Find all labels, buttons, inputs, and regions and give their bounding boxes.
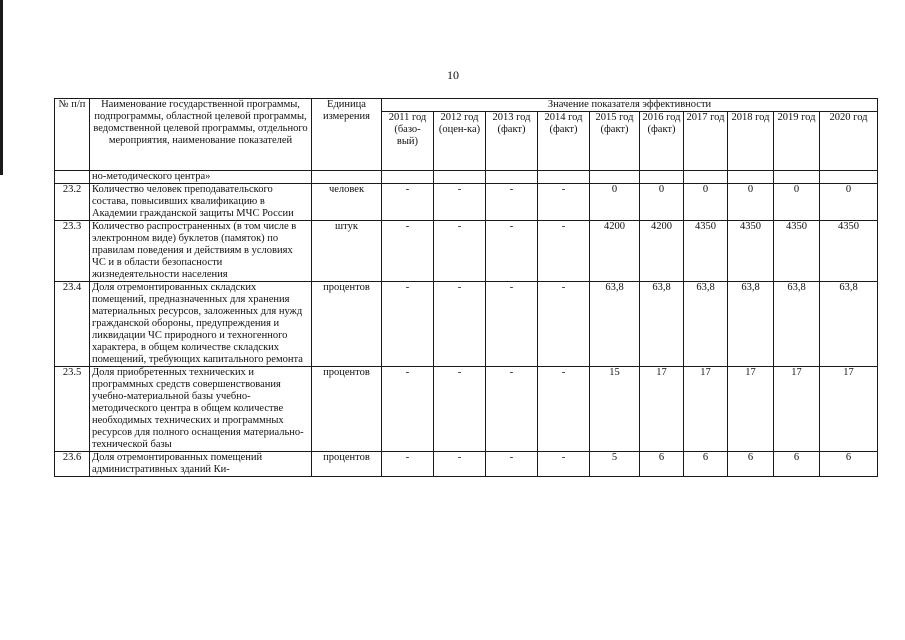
row-indicator-name: Доля приобретенных технических и программных средств совершенствования учебно-материальной базы учебно-методического центра в общем количестве необходимых технических и программных ресурсов для полного оснащения материально-технической базы xyxy=(90,367,312,452)
row-value: - xyxy=(486,282,538,367)
page-number: 10 xyxy=(447,68,459,82)
header-year: 2013 год (факт) xyxy=(486,112,538,171)
header-unit: Единица измерения xyxy=(312,99,382,171)
header-year: 2014 год (факт) xyxy=(538,112,590,171)
page-bottom-margin xyxy=(0,604,905,640)
row-value: - xyxy=(486,367,538,452)
row-indicator-name: Доля отремонтированных помещений административных зданий Ки- xyxy=(90,452,312,477)
row-unit: процентов xyxy=(312,367,382,452)
continuation-cell xyxy=(774,171,820,184)
row-number: 23.4 xyxy=(55,282,90,367)
table-row xyxy=(55,367,878,452)
row-value: - xyxy=(434,184,486,221)
header-year: 2012 год (оцен-ка) xyxy=(434,112,486,171)
row-value: 17 xyxy=(728,367,774,452)
header-year: 2020 год xyxy=(820,112,878,171)
header-values-title: Значение показателя эффективности xyxy=(382,99,878,112)
row-unit: процентов xyxy=(312,452,382,477)
row-number: 23.2 xyxy=(55,184,90,221)
header-year: 2016 год (факт) xyxy=(640,112,684,171)
row-value: - xyxy=(538,452,590,477)
row-value: 0 xyxy=(728,184,774,221)
continuation-num xyxy=(55,171,90,184)
continuation-cell xyxy=(684,171,728,184)
row-value: 17 xyxy=(774,367,820,452)
row-value: - xyxy=(434,452,486,477)
row-indicator-name: Доля отремонтированных складских помещений, предназначенных для хранения материальных ресурсов, заложенных для нужд гражданской обороны, предупреждения и ликвидации ЧС природного и техногенного характера, в общем количестве складских помещений, требующих капитального ремонта xyxy=(90,282,312,367)
row-unit: штук xyxy=(312,221,382,282)
row-value: 6 xyxy=(820,452,878,477)
row-value: 4350 xyxy=(774,221,820,282)
row-value: 17 xyxy=(820,367,878,452)
row-value: - xyxy=(434,221,486,282)
row-value: - xyxy=(538,221,590,282)
row-value: 63,8 xyxy=(684,282,728,367)
row-value: - xyxy=(486,184,538,221)
row-number: 23.5 xyxy=(55,367,90,452)
row-value: - xyxy=(538,184,590,221)
row-value: 0 xyxy=(820,184,878,221)
row-value: - xyxy=(538,367,590,452)
continuation-cell xyxy=(538,171,590,184)
table-row xyxy=(55,282,878,367)
row-value: 63,8 xyxy=(590,282,640,367)
continuation-cell xyxy=(486,171,538,184)
row-unit: человек xyxy=(312,184,382,221)
row-number: 23.6 xyxy=(55,452,90,477)
row-value: 4200 xyxy=(590,221,640,282)
header-year: 2017 год xyxy=(684,112,728,171)
table-row xyxy=(55,221,878,282)
continuation-text: но-методического центра» xyxy=(90,171,312,184)
row-value: 6 xyxy=(774,452,820,477)
row-value: - xyxy=(382,367,434,452)
row-value: 5 xyxy=(590,452,640,477)
row-value: - xyxy=(434,282,486,367)
row-indicator-name: Количество человек преподавательского состава, повысивших квалификацию в Академии гражданской защиты МЧС России xyxy=(90,184,312,221)
header-num: № п/п xyxy=(55,99,90,171)
header-year: 2019 год xyxy=(774,112,820,171)
row-value: - xyxy=(382,221,434,282)
row-value: 63,8 xyxy=(640,282,684,367)
row-value: 6 xyxy=(640,452,684,477)
row-value: 63,8 xyxy=(774,282,820,367)
table-row xyxy=(55,184,878,221)
row-value: 17 xyxy=(684,367,728,452)
header-year: 2018 год xyxy=(728,112,774,171)
row-value: 15 xyxy=(590,367,640,452)
row-value: 0 xyxy=(590,184,640,221)
continuation-unit xyxy=(312,171,382,184)
row-value: 0 xyxy=(640,184,684,221)
row-value: 0 xyxy=(774,184,820,221)
row-number: 23.3 xyxy=(55,221,90,282)
continuation-cell xyxy=(820,171,878,184)
row-value: 4350 xyxy=(820,221,878,282)
row-value: - xyxy=(382,184,434,221)
row-value: 6 xyxy=(728,452,774,477)
continuation-cell xyxy=(728,171,774,184)
row-value: - xyxy=(486,452,538,477)
row-value: 63,8 xyxy=(820,282,878,367)
row-value: 0 xyxy=(684,184,728,221)
header-name: Наименование государственной программы, подпрограммы, областной целевой программы, ведомственной целевой программы, отдельного мероприятия, наименование показателей xyxy=(90,99,312,171)
row-unit: процентов xyxy=(312,282,382,367)
row-value: - xyxy=(538,282,590,367)
continuation-cell xyxy=(590,171,640,184)
row-value: 6 xyxy=(684,452,728,477)
continuation-row xyxy=(55,171,878,184)
row-value: 4350 xyxy=(728,221,774,282)
table-row xyxy=(55,452,878,477)
continuation-cell xyxy=(382,171,434,184)
row-value: 4350 xyxy=(684,221,728,282)
row-value: - xyxy=(486,221,538,282)
row-value: 4200 xyxy=(640,221,684,282)
row-value: 17 xyxy=(640,367,684,452)
row-value: - xyxy=(382,282,434,367)
row-value: - xyxy=(434,367,486,452)
header-year: 2011 год (базо-вый) xyxy=(382,112,434,171)
table-header-row xyxy=(55,99,878,112)
continuation-cell xyxy=(640,171,684,184)
header-year: 2015 год (факт) xyxy=(590,112,640,171)
row-value: 63,8 xyxy=(728,282,774,367)
row-value: - xyxy=(382,452,434,477)
continuation-cell xyxy=(434,171,486,184)
scan-edge-line xyxy=(0,0,3,175)
indicators-table xyxy=(54,98,878,477)
row-indicator-name: Количество распространенных (в том числе в электронном виде) буклетов (памяток) по правилам поведения и действиям в условиях ЧС и в области безопасности жизнедеятельности населения xyxy=(90,221,312,282)
